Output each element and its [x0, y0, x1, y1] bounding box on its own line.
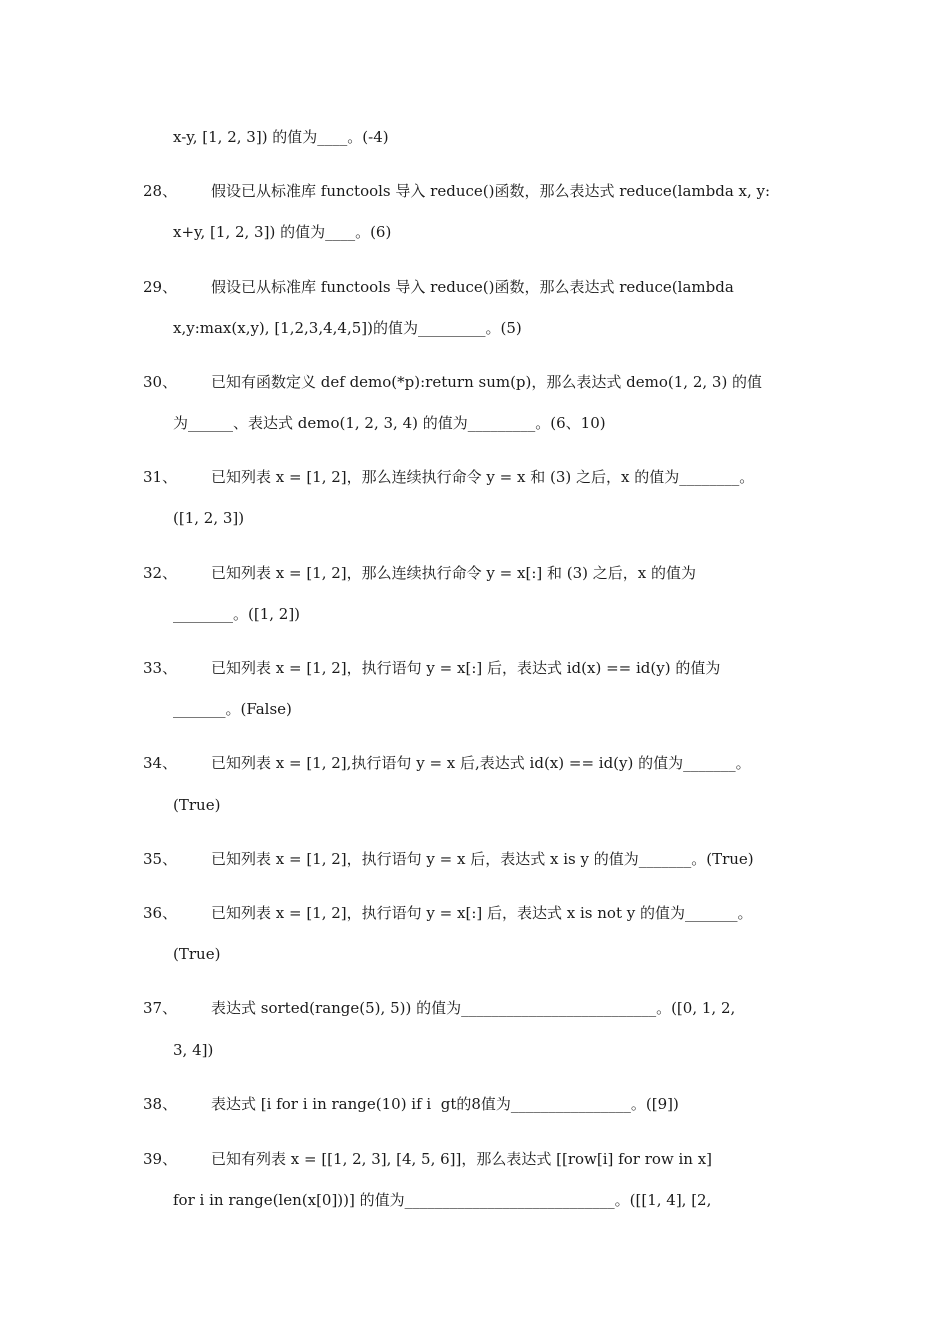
question-text-line: 表达式 sorted(range(5), 5)) 的值为__________________________。([0, 1, 2,	[211, 999, 736, 1017]
question-number: 34、	[143, 754, 178, 772]
question-text-line: 已知列表 x = [1, 2]，执行语句 y = x 后，表达式 x is y 的值为_______。(True)	[211, 850, 754, 868]
question-number: 38、	[143, 1095, 178, 1113]
question-text-line: ([1, 2, 3])	[173, 509, 245, 527]
question-text-line: for i in range(len(x[0]))] 的值为____________________________。([[1, 4], [2,	[173, 1191, 712, 1209]
question-text-line: 为______、表达式 demo(1, 2, 3, 4) 的值为_________。(6、10)	[173, 414, 606, 432]
question-number: 32、	[143, 564, 178, 582]
question-number: 39、	[143, 1150, 178, 1168]
question-text-line: 假设已从标准库 functools 导入 reduce()函数，那么表达式 reduce(lambda x, y:	[211, 182, 771, 200]
question-text-line: 表达式 [i for i in range(10) if i gt的8值为________________。([9])	[211, 1095, 679, 1113]
question-number: 28、	[143, 182, 178, 200]
question-text-line: 已知列表 x = [1, 2]，执行语句 y = x[:] 后，表达式 id(x) == id(y) 的值为	[211, 659, 721, 677]
question-text-line: 假设已从标准库 functools 导入 reduce()函数，那么表达式 reduce(lambda	[211, 278, 734, 296]
question-text-line: ________。([1, 2])	[173, 605, 301, 623]
question-number: 37、	[143, 999, 178, 1017]
question-text-line: (True)	[173, 945, 221, 963]
question-number: 31、	[143, 468, 178, 486]
question-text-line: 已知列表 x = [1, 2]，那么连续执行命令 y = x 和 (3) 之后，x 的值为________。	[211, 468, 755, 486]
question-number: 29、	[143, 278, 178, 296]
question-number: 30、	[143, 373, 178, 391]
question-text-line: 已知列表 x = [1, 2]，执行语句 y = x[:] 后，表达式 x is not y 的值为_______。	[211, 904, 753, 922]
question-number: 35、	[143, 850, 178, 868]
question-text-line: x+y, [1, 2, 3]) 的值为____。(6)	[173, 223, 392, 241]
question-text-line: (True)	[173, 796, 221, 814]
question-text-line: x,y:max(x,y), [1,2,3,4,4,5])的值为_________。(5)	[173, 319, 522, 337]
question-number: 36、	[143, 904, 178, 922]
question-text-line: x-y, [1, 2, 3]) 的值为____。(-4)	[173, 128, 389, 146]
question-text-line: 已知列表 x = [1, 2],执行语句 y = x 后,表达式 id(x) == id(y) 的值为_______。	[211, 754, 751, 772]
question-text-line: _______。(False)	[173, 700, 292, 718]
question-text-line: 已知有列表 x = [[1, 2, 3], [4, 5, 6]]，那么表达式 [[row[i] for row in x]	[211, 1150, 713, 1168]
question-text-line: 3, 4])	[173, 1041, 214, 1059]
question-text-line: 已知列表 x = [1, 2]，那么连续执行命令 y = x[:] 和 (3) 之后，x 的值为	[211, 564, 697, 582]
question-number: 33、	[143, 659, 178, 677]
question-text-line: 已知有函数定义 def demo(*p):return sum(p)，那么表达式 demo(1, 2, 3) 的值	[211, 373, 763, 391]
